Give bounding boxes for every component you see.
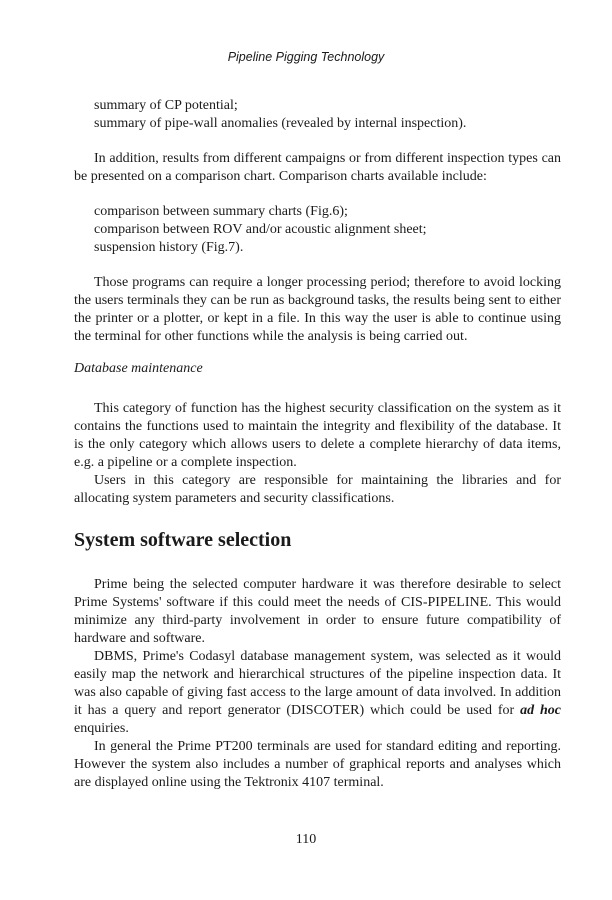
- paragraph-prime: Prime being the selected computer hardware it was therefore desirable to select Prime Systems' software if this could meet the needs of CIS-PIPELINE. This would minimize any third-party involvement in order to ensure future compatibility of hardware and software.: [74, 577, 561, 646]
- paragraph-dbms: [74, 648, 561, 738]
- paragraph-general: In general the Prime PT200 terminals are used for standard editing and reporting. However the system also includes a number of graphical reports and analyses which are displayed online using the Tektronix 4107 terminal.: [74, 739, 561, 790]
- list-item: comparison between summary charts (Fig.6);: [94, 204, 348, 219]
- paragraph-users: Users in this category are responsible for maintaining the libraries and for allocating system parameters and security classifications.: [74, 473, 561, 506]
- page-body: [74, 97, 561, 792]
- running-head: Pipeline Pigging Technology: [227, 50, 385, 64]
- summary-list: [74, 97, 561, 133]
- dbms-text: DBMS, Prime's Codasyl database management system, was selected as it would easily map the network and hierarchical structures of the pipeline inspection data. It was also capable of giving fast access to the large amount of data involved. In addition it has a query and report generator (DISCOTER) which could be used for: [74, 649, 561, 718]
- ad-hoc-emphasis: ad hoc: [520, 703, 561, 718]
- subheading-database-maintenance: Database maintenance: [74, 361, 203, 376]
- dbms-text-end: enquiries.: [74, 721, 129, 736]
- comparison-list: [74, 203, 561, 257]
- list-item: suspension history (Fig.7).: [94, 240, 244, 255]
- section-heading: System software selection: [74, 529, 292, 551]
- list-item: summary of CP potential;: [94, 98, 238, 113]
- page-number: 110: [295, 832, 317, 847]
- list-item: summary of pipe-wall anomalies (revealed by internal inspection).: [94, 116, 467, 131]
- paragraph-comparison: In addition, results from different campaigns or from different inspection types can be presented on a comparison chart. Comparison charts available include:: [74, 151, 561, 184]
- paragraph-category: This category of function has the highest security classification on the system as it contains the functions used to maintain the integrity and flexibility of the database. It is the only category which allows users to delete a complete hierarchy of data items, e.g. a pipeline or a complete inspection.: [74, 401, 561, 470]
- paragraph-programs: Those programs can require a longer processing period; therefore to avoid locking the users terminals they can be run as background tasks, the results being sent to either the printer or a plotter, or kept in a file. In this way the user is able to continue using the terminal for other functions while the analysis is being carried out.: [74, 275, 561, 344]
- list-item: comparison between ROV and/or acoustic alignment sheet;: [94, 222, 427, 237]
